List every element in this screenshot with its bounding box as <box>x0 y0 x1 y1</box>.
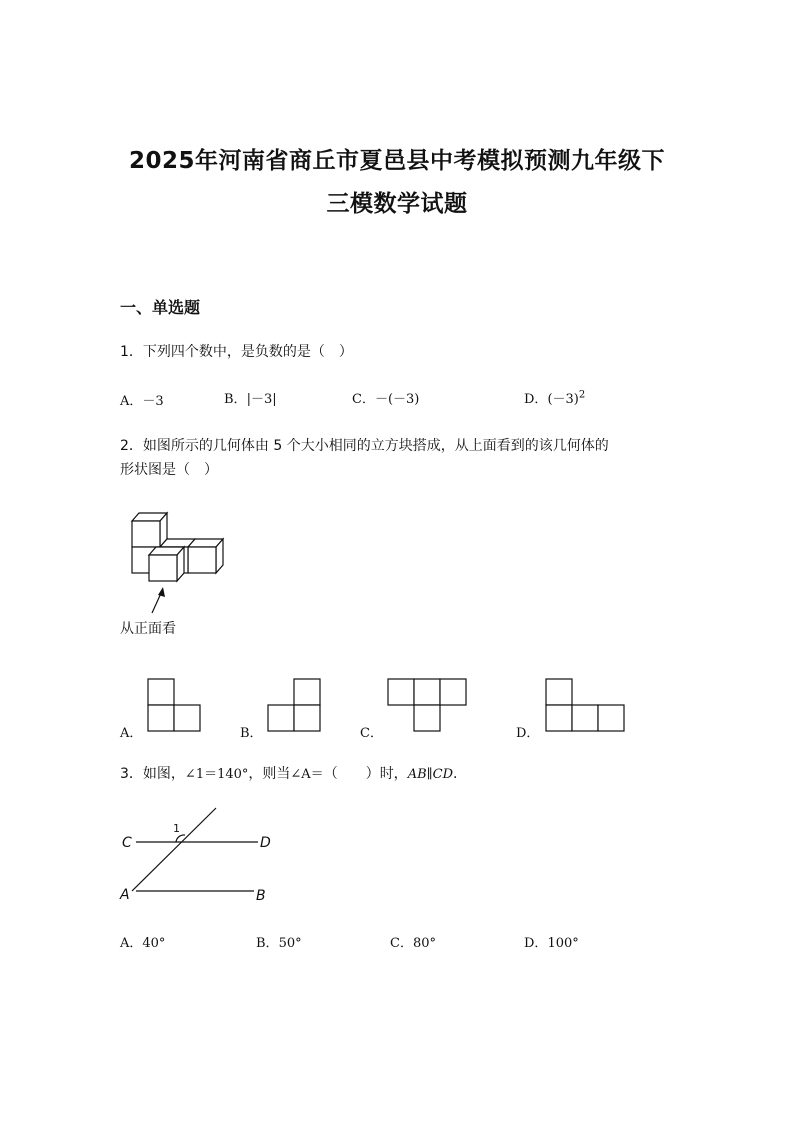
label-B: B <box>256 888 266 904</box>
q3-option-a: A．40° <box>120 936 166 951</box>
q2-option-b-label: B． <box>240 726 263 741</box>
q2-option-c-label: C． <box>360 726 383 741</box>
label-C: C <box>122 835 132 851</box>
q2-option-d-label: D． <box>516 726 540 741</box>
q2-figure-caption: 从正面看 <box>120 621 176 637</box>
q3-angle1: ∠1＝140° <box>184 767 249 782</box>
q2-stem-line2: 形状图是（ ） <box>120 462 218 478</box>
label-A: A <box>120 887 130 903</box>
q3-option-d: D．100° <box>524 936 579 951</box>
section-heading: 一、单选题 <box>120 298 201 317</box>
q1-option-a: A．－3 <box>120 394 164 409</box>
page-title-line1: 2025年河南省商丘市夏邑县中考模拟预测九年级下 <box>128 148 665 174</box>
q3-parallel-lines-figure <box>118 800 288 910</box>
q2-option-a-figure <box>147 678 207 738</box>
q1-option-b: B．|－3| <box>224 392 277 407</box>
q1-option-c: C．－(－3) <box>352 392 420 407</box>
q3-stem: 3．如图，∠1＝140°，则当∠A＝（ ）时，AB∥CD. <box>120 766 458 782</box>
q3-angleA: ∠A＝ <box>290 767 324 782</box>
q2-option-b-figure <box>267 678 327 738</box>
q3-option-c: C．80° <box>390 936 436 951</box>
q3-paren: （ ） <box>323 766 380 782</box>
q3-parallel: AB∥CD <box>407 767 454 782</box>
label-D: D <box>260 835 271 851</box>
q3-option-b: B．50° <box>256 936 302 951</box>
q2-option-d-figure <box>545 678 629 738</box>
q3-stem-mid: ，则当 <box>248 766 291 782</box>
q3-stem-when: 时， <box>379 766 408 782</box>
label-angle-1: 1 <box>173 822 180 835</box>
q3-stem-prefix: 3．如图， <box>120 766 185 782</box>
q2-stem-line1: 2．如图所示的几何体由 5 个大小相同的立方块搭成，从上面看到的该几何体的 <box>120 438 609 454</box>
page-title-line2: 三模数学试题 <box>326 191 468 217</box>
q1-stem: 1．下列四个数中，是负数的是（ ） <box>120 344 353 360</box>
q1-option-d: D．$(-3)^2$ <box>524 389 586 407</box>
q2-option-a-label: A． <box>120 726 143 741</box>
q2-option-c-figure <box>387 678 471 738</box>
